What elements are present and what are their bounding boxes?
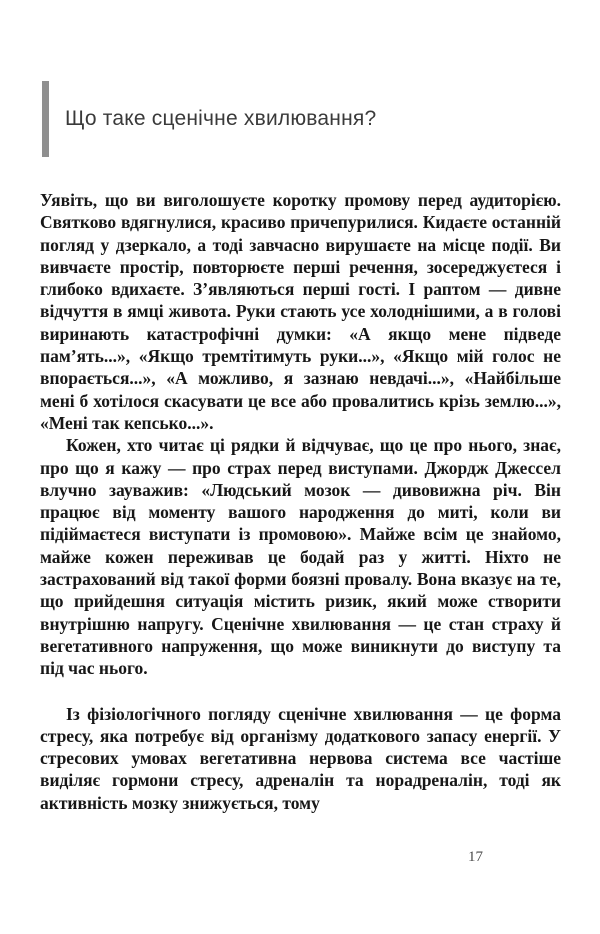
- body-paragraph: Кожен, хто читає ці рядки й відчуває, що це про нього, знає, про що я кажу — про страх перед виступами. Джордж Джессел влучно зауважив: «Людський мозок — дивовижна річ. Він працює від моменту вашого народження до миті, коли ви підіймаєтеся виступати із промовою». Майже всім це знайомо, майже кожен переживав це бодай раз у житті. Ніхто не застрахований від такої форми боязні провалу. Вона вказує на те, що прийдешня ситуація містить ризик, який може створити внутрішню напругу. Сценічне хвилювання — це стан страху й вегетативного напруження, що може виникнути до виступу та під час нього.: [40, 435, 561, 679]
- body-paragraph: Уявіть, що ви виголошуєте коротку промову перед аудиторією. Святково вдягнулися, красиво причепурилися. Кидаєте останній погляд у дзеркало, а тоді завчасно вирушаєте на місце події. Ви вивчаєте простір, повторюєте перші речення, зосереджуєтеся і глибоко вдихаєте. З’являються перші гості. І раптом — дивне відчуття в ямці живота. Руки стають усе холоднішими, а в голові виринають катастрофічні думки: «А якщо мене підведе пам’ять...», «Якщо тремтітимуть руки...», «Якщо мій голос не впорається...», «А можливо, я зазнаю невдачі...», «Найбільше мені б хотілося скасувати це все або провалитись крізь землю...», «Мені так кепсько...».: [40, 190, 561, 433]
- heading-accent-bar: [42, 81, 49, 157]
- chapter-heading-block: [42, 81, 376, 157]
- page-number: 17: [468, 849, 483, 865]
- body-paragraph: Із фізіологічного погляду сценічне хвилювання — це форма стресу, яка потребує від організму додаткового запасу енергії. У стресових умовах вегетативна нервова система все частіше виділяє гормони стресу, адреналін та норадреналін, тоді як активність мозку знижується, тому: [40, 703, 561, 813]
- body-text: [40, 189, 561, 814]
- chapter-title: Що таке сценічне хвилювання?: [65, 107, 377, 130]
